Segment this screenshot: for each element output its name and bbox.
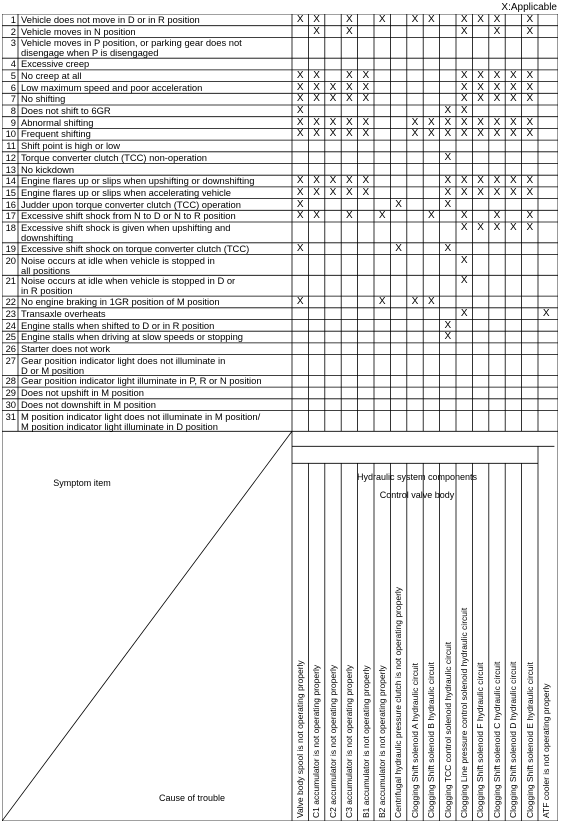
symptom-text: all positions [21, 265, 70, 276]
row-number: 28 [5, 376, 16, 387]
applicable-mark: X [313, 82, 320, 93]
row-number: 24 [5, 320, 16, 331]
symptom-text: Does not shift to 6GR [21, 106, 111, 116]
applicable-mark: X [526, 26, 534, 37]
applicable-mark: X [493, 15, 501, 25]
applicable-mark: X [444, 243, 452, 254]
cause-label: Clogging Shift solenoid B hydraulic circuit [426, 662, 437, 818]
applicable-mark: X [346, 211, 353, 222]
applicable-mark: X [329, 176, 337, 187]
applicable-mark: X [493, 94, 501, 105]
row-number: 16 [5, 199, 16, 210]
symptom-text: Gear position indicator light does not illuminate in [21, 355, 226, 366]
symptom-text: in R position [21, 286, 73, 297]
applicable-mark: X [296, 82, 304, 93]
applicable-mark: X [346, 117, 353, 128]
applicable-mark: X [346, 82, 353, 93]
applicable-mark: X [346, 129, 353, 140]
symptom-text: Abnormal shifting [21, 117, 94, 128]
applicable-mark: X [378, 297, 386, 308]
row-number: 11 [6, 141, 16, 152]
applicable-mark: X [510, 82, 517, 93]
applicable-mark: X [346, 94, 353, 105]
row-number: 10 [5, 129, 16, 140]
applicable-mark: X [296, 243, 304, 254]
applicable-mark: X [493, 223, 501, 233]
applicable-mark: X [296, 15, 304, 25]
applicable-mark: X [510, 176, 517, 187]
applicable-mark: X [460, 187, 468, 198]
applicable-mark: X [460, 106, 468, 116]
applicable-mark: X [542, 308, 550, 319]
applicable-mark: X [444, 176, 452, 187]
row-number: 12 [5, 152, 16, 163]
applicable-mark: X [510, 187, 517, 198]
applicable-mark: X [493, 82, 501, 93]
row-number: 20 [5, 255, 16, 266]
applicable-mark: X [493, 26, 501, 37]
symptom-text: Gear position indicator light illuminate in P, R or N position [21, 376, 262, 387]
applicable-mark: X [362, 94, 370, 105]
applicable-mark: X [296, 117, 304, 128]
applicable-mark: X [378, 15, 386, 25]
legend-text: X:Applicable [501, 2, 557, 13]
applicable-mark: X [346, 15, 353, 25]
row-number: 27 [5, 355, 16, 366]
applicable-mark: X [346, 26, 353, 37]
applicable-mark: X [526, 211, 534, 222]
cause-label: C1 accumulator is not operating properly [311, 664, 322, 818]
row-number: 19 [5, 243, 16, 254]
applicable-mark: X [428, 129, 435, 140]
applicable-mark: X [493, 129, 501, 140]
applicable-mark: X [313, 94, 320, 105]
applicable-mark: X [460, 26, 468, 37]
applicable-mark: X [493, 211, 501, 222]
cause-label: Valve body spool is not operating properly [295, 660, 305, 818]
subgroup-title: Control valve body [379, 490, 455, 500]
cause-label: ATF cooler is not operating properly [541, 683, 551, 818]
applicable-mark: X [428, 117, 435, 128]
applicable-mark: X [444, 129, 452, 140]
symptom-text: Torque converter clutch (TCC) non-operation [21, 152, 208, 163]
applicable-mark: X [411, 117, 419, 128]
row-number: 15 [5, 187, 16, 198]
applicable-mark: X [526, 82, 534, 93]
applicable-mark: X [313, 117, 320, 128]
applicable-mark: X [296, 199, 304, 210]
row-number: 7 [10, 94, 16, 105]
symptom-text: Low maximum speed and poor acceleration [21, 82, 203, 93]
applicable-mark: X [477, 94, 484, 105]
applicable-mark: X [362, 176, 370, 187]
row-number: 26 [5, 343, 16, 354]
row-number: 31 [5, 411, 16, 422]
applicable-mark: X [460, 15, 468, 25]
row-number: 23 [5, 308, 16, 319]
applicable-mark: X [526, 70, 534, 81]
applicable-mark: X [296, 297, 304, 308]
applicable-mark: X [329, 187, 337, 198]
symptom-text: Does not downshift in M position [21, 399, 156, 410]
applicable-mark: X [313, 176, 320, 187]
applicable-mark: X [428, 297, 435, 308]
applicable-mark: X [477, 15, 484, 25]
applicable-mark: X [362, 187, 370, 198]
applicable-mark: X [395, 199, 402, 210]
applicable-mark: X [493, 117, 501, 128]
applicable-mark: X [477, 176, 484, 187]
applicable-mark: X [428, 15, 435, 25]
applicable-mark: X [362, 129, 370, 140]
applicable-mark: X [362, 117, 370, 128]
applicable-mark: X [526, 129, 534, 140]
row-number: 25 [5, 332, 16, 343]
applicable-mark: X [460, 82, 468, 93]
applicable-mark: X [329, 94, 337, 105]
row-number: 17 [5, 211, 16, 222]
applicable-mark: X [395, 243, 402, 254]
applicable-mark: X [362, 70, 370, 81]
row-number: 5 [10, 70, 16, 81]
applicable-mark: X [346, 176, 353, 187]
row-number: 21 [5, 276, 16, 287]
applicable-mark: X [444, 187, 452, 198]
row-number: 6 [10, 82, 16, 93]
row-number: 30 [5, 399, 16, 410]
applicable-mark: X [460, 94, 468, 105]
symptom-text: Engine stalls when shifted to D or in R position [21, 320, 215, 331]
symptom-text: D or M position [21, 365, 85, 376]
symptom-text: Vehicle does not move in D or in R position [21, 15, 200, 25]
applicable-mark: X [526, 94, 534, 105]
applicable-mark: X [329, 82, 337, 93]
row-number: 14 [5, 176, 16, 187]
symptom-text: Engine flares up or slips when accelerating vehicle [21, 187, 232, 198]
cause-label: Clogging TCC control solenoid hydraulic circuit [442, 641, 453, 818]
applicable-mark: X [313, 15, 320, 25]
applicable-mark: X [378, 211, 386, 222]
applicable-mark: X [296, 176, 304, 187]
applicable-mark: X [428, 211, 435, 222]
applicable-mark: X [313, 26, 320, 37]
symptom-text: Starter does not work [21, 343, 111, 354]
applicable-mark: X [411, 129, 419, 140]
applicable-mark: X [510, 70, 517, 81]
applicable-mark: X [510, 129, 517, 140]
applicable-mark: X [493, 176, 501, 187]
symptom-text: No creep at all [21, 70, 82, 81]
trouble-matrix [2, 14, 558, 821]
applicable-mark: X [313, 70, 320, 81]
cause-label: Clogging Line pressure control solenoid hydraulic circuit [459, 607, 469, 818]
symptom-item-label: Symptom item [53, 478, 111, 488]
applicable-mark: X [493, 187, 501, 198]
applicable-mark: X [460, 211, 468, 222]
symptom-text: Excessive shift shock from N to D or N to R position [21, 211, 236, 222]
applicable-mark: X [313, 187, 320, 198]
symptom-text: No shifting [21, 94, 66, 105]
row-number: 3 [10, 38, 16, 49]
applicable-mark: X [296, 211, 304, 222]
applicable-mark: X [493, 70, 501, 81]
applicable-mark: X [346, 70, 353, 81]
applicable-mark: X [526, 176, 534, 187]
applicable-mark: X [444, 152, 452, 163]
applicable-mark: X [411, 15, 419, 25]
corner-diagonal [2, 431, 292, 821]
cause-label: Clogging Shift solenoid A hydraulic circuit [409, 663, 420, 818]
applicable-mark: X [460, 176, 468, 187]
row-number: 2 [10, 26, 16, 37]
group-title: Hydraulic system components [356, 472, 478, 482]
applicable-mark: X [296, 94, 304, 105]
applicable-mark: X [526, 117, 534, 128]
applicable-mark: X [510, 223, 517, 233]
applicable-mark: X [510, 94, 517, 105]
applicable-mark: X [477, 129, 484, 140]
applicable-mark: X [460, 117, 468, 128]
cause-label: Clogging Shift solenoid D hydraulic circuit [508, 661, 519, 818]
applicable-mark: X [477, 117, 484, 128]
symptom-text: Judder upon torque converter clutch (TCC) operation [21, 199, 241, 210]
symptom-text: No engine braking in 1GR position of M position [21, 297, 220, 308]
applicable-mark: X [460, 276, 468, 287]
applicable-mark: X [329, 117, 337, 128]
symptom-text: Does not upshift in M position [21, 388, 144, 399]
cause-label: Centrifugal hydraulic pressure clutch is not operating properly [393, 586, 404, 818]
applicable-mark: X [460, 70, 468, 81]
symptom-text: Excessive shift shock on torque converter clutch (TCC) [21, 243, 250, 254]
applicable-mark: X [460, 223, 468, 233]
applicable-mark: X [526, 223, 534, 233]
applicable-mark: X [460, 255, 468, 266]
symptom-text: downshifting [21, 233, 74, 243]
applicable-mark: X [444, 332, 452, 343]
row-number: 8 [10, 106, 16, 116]
symptom-text: M position indicator light illuminate in D position [21, 421, 218, 432]
row-number: 1 [10, 15, 16, 25]
applicable-mark: X [526, 15, 534, 25]
row-number: 4 [10, 59, 16, 70]
symptom-text: Excessive shift shock is given when upshifting and [21, 223, 231, 233]
applicable-mark: X [477, 187, 484, 198]
applicable-mark: X [296, 129, 304, 140]
symptom-text: disengage when P is disengaged [21, 48, 159, 59]
applicable-mark: X [411, 297, 419, 308]
applicable-mark: X [526, 187, 534, 198]
applicable-mark: X [460, 308, 468, 319]
applicable-mark: X [444, 106, 452, 116]
row-number: 22 [5, 297, 16, 308]
applicable-mark: X [313, 129, 320, 140]
cause-label: Clogging Shift solenoid E hydraulic circuit [524, 662, 535, 818]
applicable-mark: X [362, 82, 370, 93]
applicable-mark: X [444, 320, 452, 331]
applicable-mark: X [477, 223, 484, 233]
applicable-mark: X [460, 129, 468, 140]
cause-label: Clogging Shift solenoid F hydraulic circuit [475, 662, 486, 818]
symptom-text: Noise occurs at idle when vehicle is stopped in [21, 255, 215, 266]
row-number: 9 [10, 117, 16, 128]
cause-label: Clogging Shift solenoid C hydraulic circuit [491, 661, 502, 818]
symptom-text: Vehicle moves in P position, or parking gear does not [21, 38, 242, 49]
symptom-text: No kickdown [21, 164, 75, 175]
row-number: 13 [5, 164, 16, 175]
applicable-mark: X [444, 199, 452, 210]
symptom-text: Shift point is high or low [21, 141, 121, 152]
symptom-text: Vehicle moves in N position [21, 26, 136, 37]
symptom-text: Excessive creep [21, 59, 90, 70]
row-number: 29 [5, 388, 16, 399]
symptom-text: Transaxle overheats [21, 308, 106, 319]
applicable-mark: X [510, 117, 517, 128]
applicable-mark: X [329, 129, 337, 140]
symptom-text: Frequent shifting [21, 129, 91, 140]
applicable-mark: X [296, 187, 304, 198]
cause-of-trouble-label: Cause of trouble [158, 793, 226, 803]
symptom-text: Engine flares up or slips when upshifting or downshifting [21, 176, 255, 187]
applicable-mark: X [313, 211, 320, 222]
cause-label: C3 accumulator is not operating properly [344, 664, 355, 818]
cause-label: B2 accumulator is not operating properly [377, 665, 387, 818]
applicable-mark: X [296, 106, 304, 116]
symptom-text: M position indicator light does not illuminate in M position/ [21, 411, 261, 422]
cause-label: B1 accumulator is not operating properly [360, 665, 371, 818]
applicable-mark: X [296, 70, 304, 81]
applicable-mark: X [477, 70, 484, 81]
symptom-text: Noise occurs at idle when vehicle is stopped in D or [21, 276, 236, 287]
applicable-mark: X [477, 82, 484, 93]
applicable-mark: X [444, 117, 452, 128]
symptom-text: Engine stalls when driving at slow speeds or stopping [21, 332, 244, 343]
applicable-mark: X [346, 187, 353, 198]
row-number: 18 [5, 223, 16, 233]
cause-label: C2 accumulator is not operating properly [327, 664, 338, 818]
